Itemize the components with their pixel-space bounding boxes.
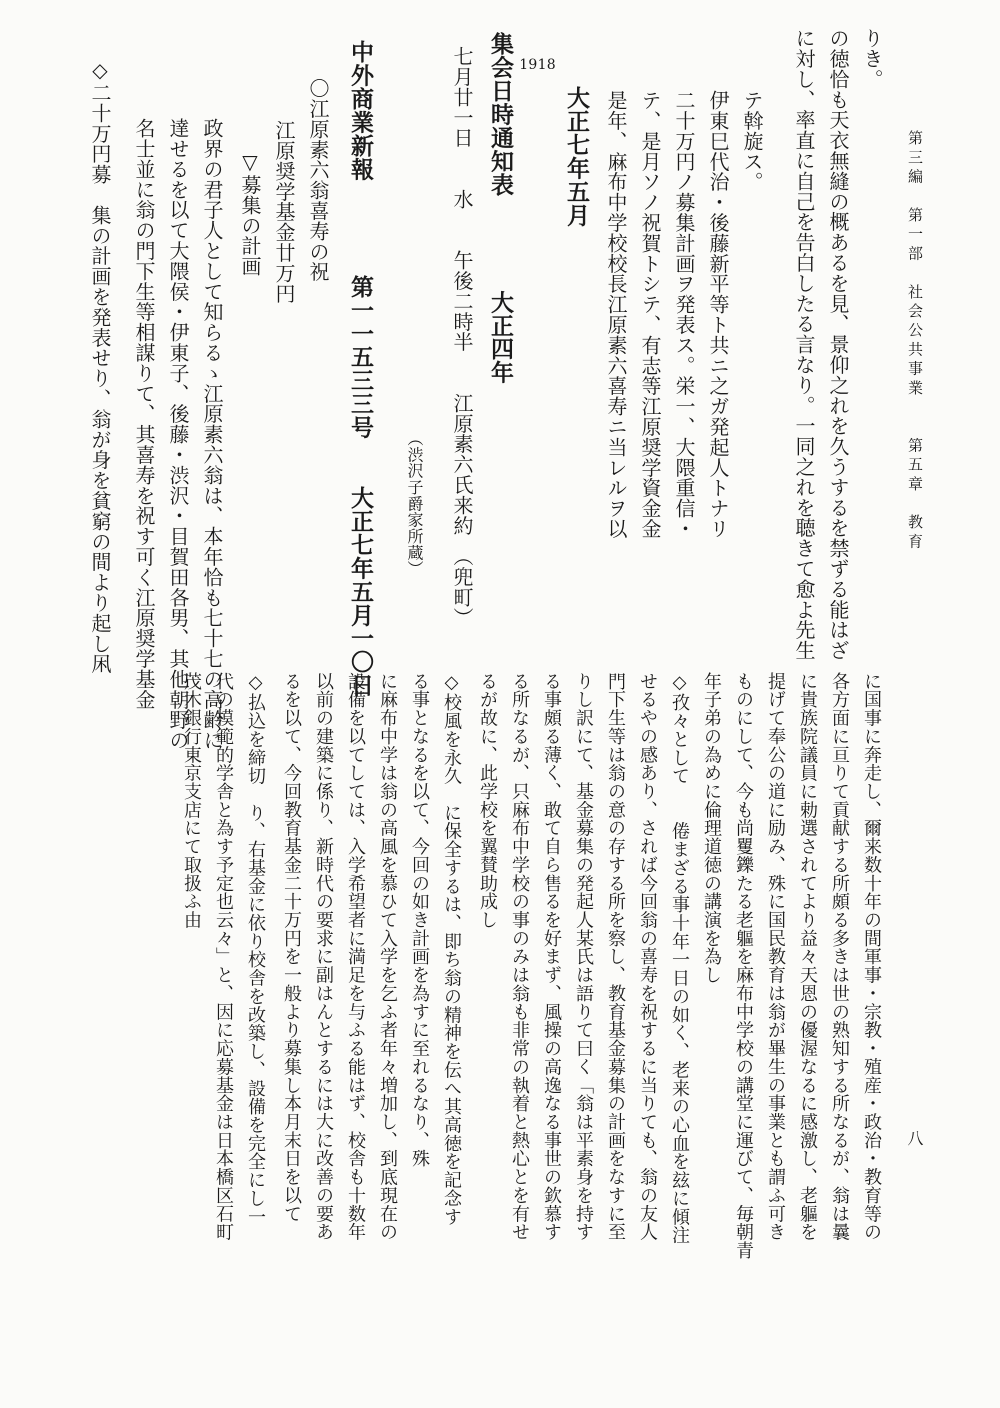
body-column: 提げて奉公の道に励み、殊に国民教育は翁が畢生の事業とも謂ふ可き bbox=[765, 672, 786, 1242]
body-column: 二十万円ノ募集計画ヲ発表ス。栄一、大隈重信・ bbox=[672, 90, 696, 539]
body-column: テ斡旋ス。 bbox=[740, 90, 764, 192]
body-column: に対し、率直に自己を告白したる言なり。一同之れを聴きて愈よ先生 bbox=[792, 28, 816, 661]
body-column: 茂木銀行東京支店にて取扱ふ由 bbox=[181, 672, 202, 930]
table-row: 七月廿一日 水 午後二時半 江原素六氏来約 （兜町） bbox=[450, 46, 474, 628]
year-label: 1918 bbox=[519, 57, 556, 73]
body-column: せるやの感あり、されば今回翁の喜寿を祝するに当りても、翁の友人 bbox=[637, 672, 658, 1242]
article-subhead: ▽募集の計画 bbox=[238, 150, 262, 277]
body-column: テ、是月ソノ祝賀トシテ、有志等江原奨学資金金 bbox=[638, 90, 662, 539]
body-column: る事頗る薄く、敢て自ら售るを好まず、風操の高逸なる事世の欽慕す bbox=[541, 672, 562, 1242]
date-heading: 大正七年五月 bbox=[563, 86, 590, 227]
body-column: ◇校風を永久 に保全するは、即ち翁の精神を伝へ其高徳を記念す bbox=[441, 672, 462, 1226]
body-column: りき。 bbox=[860, 28, 884, 90]
body-column: の徳恰も天衣無縫の概あるを見、景仰之れを久うするを禁ずる能はざ bbox=[826, 28, 850, 661]
body-column: ものにして、今も尚矍鑠たる老軀を麻布中学校の講堂に運びて、毎朝青 bbox=[733, 672, 754, 1260]
running-head: 第三編 第一部 社会公共事業 第五章 教育 bbox=[906, 130, 924, 553]
body-column: 以前の建築に係り、新時代の要求に副はんとするには大に改善の要あ bbox=[313, 672, 334, 1242]
source-note: （渋沢子爵家所蔵） bbox=[405, 430, 424, 577]
body-column: る事となるを以て、今回の如き計画を為すに至れるなり、殊 bbox=[409, 672, 430, 1168]
body-column: 達せるを以て大隈侯・伊東子、後藤・渋沢・目賀田各男、其他朝野の bbox=[166, 118, 190, 751]
article-headline: 〇江原素六翁喜寿の祝 bbox=[306, 78, 330, 282]
body-column: 是年、麻布中学校校長江原素六喜寿ニ当レルヲ以 bbox=[604, 90, 628, 539]
body-column: 政界の君子人として知らるゝ江原素六翁は、本年恰も七十七の高齢に bbox=[200, 118, 224, 751]
body-column: 各方面に亘りて貢献する所頗る多きは世の熟知する所なるが、翁は曩 bbox=[829, 672, 850, 1242]
body-column: 門下生等は翁の意の存する所を察し、教育基金募集の計画をなすに至 bbox=[605, 672, 626, 1242]
body-column: に麻布中学は翁の高風を慕ひて入学を乞ふ者年々増加し、到底現在の bbox=[377, 672, 398, 1242]
body-column: に貴族院議員に勅選されてより益々天恩の優渥なるに感激し、老軀を bbox=[797, 672, 818, 1242]
article-subhead: 江原奨学基金廿万円 bbox=[272, 120, 296, 304]
body-column: に国事に奔走し、爾来数十年の間軍事・宗教・殖産・政治・教育等の bbox=[861, 672, 882, 1242]
body-column: るを以て、今回教育基金二十万円を一般より募集し本月末日を以て bbox=[281, 672, 302, 1223]
newspaper-title: 中外商業新報 第一一五三三号 大正七年五月一〇日 bbox=[347, 40, 374, 697]
body-column: 名士並に翁の門下生等相謀りて、其喜寿を祝す可く江原奨学基金 bbox=[132, 118, 156, 710]
body-column: ◇払込を締切 り、右基金に依り校舎を改築し、設備を完全にし一 bbox=[245, 672, 266, 1226]
page-number: 八 bbox=[905, 1130, 924, 1148]
body-column: る所なるが、只麻布中学校の事のみは翁も非常の執着と熱心とを有せ bbox=[509, 672, 530, 1242]
body-column: 代の模範的学舎と為す予定也云々」と、因に応募基金は日本橋区石町 bbox=[213, 672, 234, 1242]
table-title: 集会日時通知表 大正四年 bbox=[487, 32, 514, 384]
body-column: 伊東巳代治・後藤新平等ト共ニ之ガ発起人トナリ bbox=[706, 90, 730, 539]
body-column: りし訳にて、基金募集の発起人某氏は語りて曰く「翁は平素身を持す bbox=[573, 672, 594, 1242]
body-column: るが故に、此学校を翼賛助成し bbox=[477, 672, 498, 930]
body-column: 年子弟の為めに倫理道徳の講演を為し bbox=[701, 672, 722, 985]
body-column: ◇二十万円募 集の計画を発表せり、翁が身を貧窮の間より起し凩 bbox=[88, 58, 112, 674]
body-column: ◇孜々として 倦まざる事十年一日の如く、老来の心血を玆に傾注 bbox=[669, 672, 690, 1245]
body-column: 設備を以てしては、入学希望者に満足を与ふる能はず、校舎も十数年 bbox=[345, 672, 366, 1242]
